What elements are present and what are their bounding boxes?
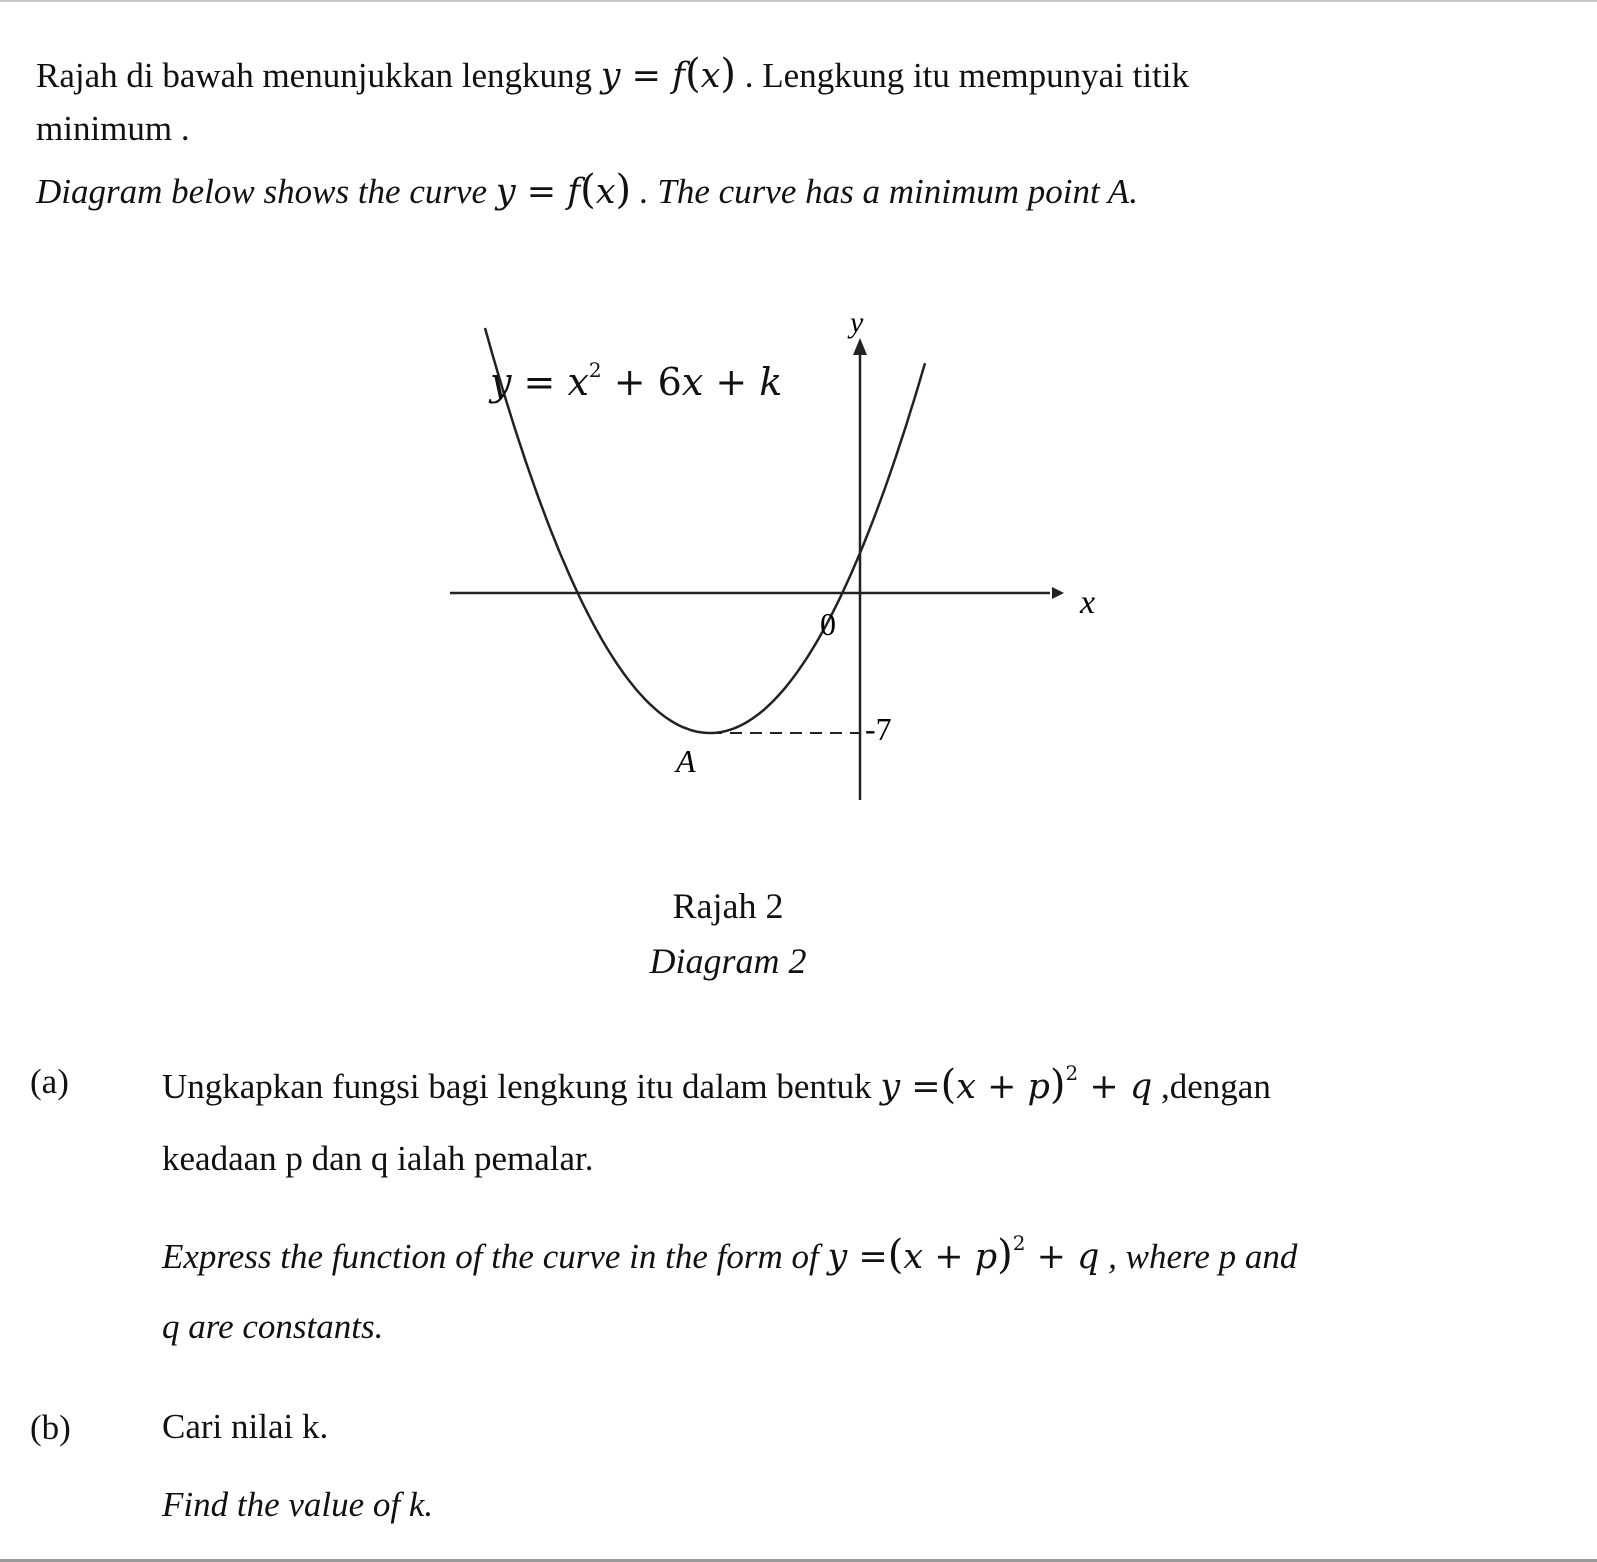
intro-english-line [36,168,1138,212]
question-a-english-line2: q are constants. [162,1307,384,1346]
question-b-english: Find the value of k. [162,1485,434,1524]
question-a-english-line1 [162,1232,1297,1277]
question-a-malay-text-after: ,dengan [1152,1067,1271,1106]
intro-english-text-after: . The curve has a minimum point A. [631,172,1138,211]
intro-english-function: y = f(x) [495,167,632,213]
question-a-marker: (a) [30,1062,69,1101]
question-a-malay-line2: keadaan p dan q ialah pemalar. [162,1139,594,1178]
question-a-malay-line1 [162,1062,1271,1107]
min-point-label: A [676,743,696,779]
min-y-label: -7 [865,711,892,747]
intro-malay-text-after: . Lengkung itu mempunyai titik [736,56,1190,95]
question-a-malay-text: Ungkapkan fungsi bagi lengkung itu dalam bentuk [162,1067,881,1106]
question-a-form: $y =(x + p)^2 + q$ [880,1061,1153,1108]
intro-malay-text: Rajah di bawah menunjukkan lengkung [36,56,601,95]
question-a-english-text: Express the function of the curve in the form of [162,1237,828,1276]
intro-malay-line2: minimum . [36,109,190,148]
intro-english-text: Diagram below shows the curve [36,172,496,211]
equation-label: $y = x^2 + 6x + k$ [490,358,783,404]
y-axis-arrow-icon [853,338,867,355]
x-axis-arrow-icon [1052,587,1064,599]
question-a-english-text-after: , where p and [1099,1237,1298,1276]
y-axis-label: y [850,306,864,339]
question-a-english-form: $y =(x + p)^2 + q$ [827,1231,1100,1278]
intro-malay-line1 [36,52,1189,96]
top-border [0,0,1597,2]
intro-malay-function: y = f(x) [600,51,737,97]
caption-english: Diagram 2 [649,941,807,981]
x-axis-label: x [1080,584,1096,621]
question-b-marker: (b) [30,1408,71,1447]
question-b-malay: Cari nilai k. [162,1407,329,1446]
caption-malay: Rajah 2 [672,886,784,926]
origin-label: 0 [820,606,836,642]
